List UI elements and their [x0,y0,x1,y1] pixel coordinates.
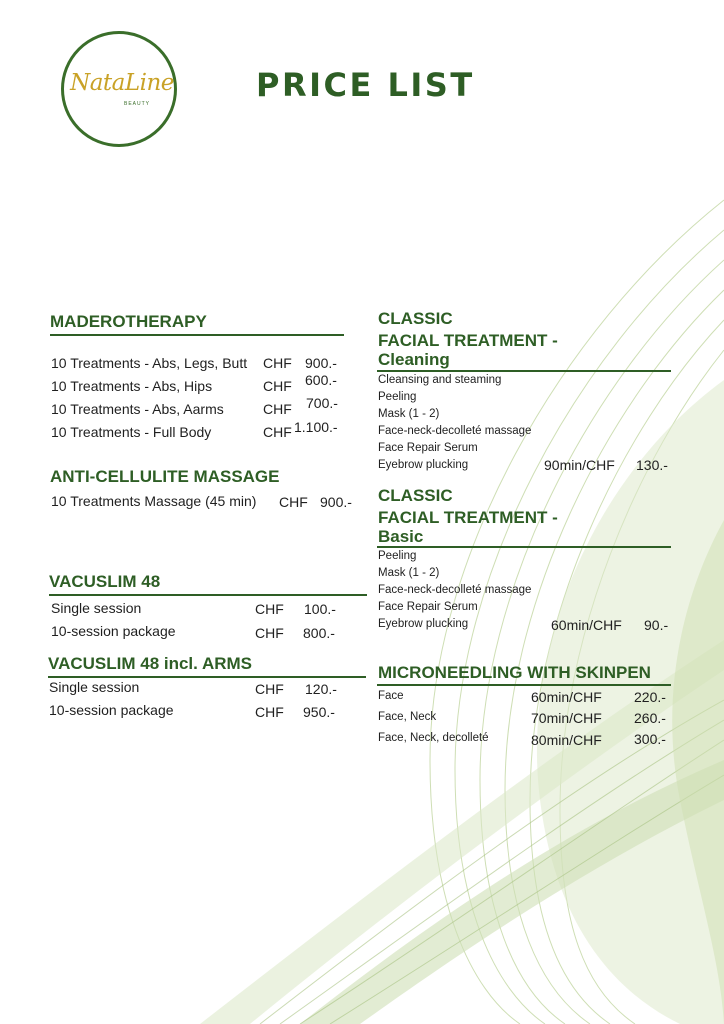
maderotherapy-item-label: 10 Treatments - Abs, Aarms [51,401,224,417]
classic-cleaning-item: Face-neck-decolleté massage [378,425,532,437]
classic-basic-price: 90.- [644,617,669,633]
vacuslim-item-label: 10-session package [51,623,176,639]
microneedling-item-price: 300.- [634,731,666,747]
classic-cleaning-item: Cleansing and steaming [378,374,502,386]
vacuslim-item-currency: CHF [255,625,284,641]
anticellulite-item-price: 900.- [320,494,352,510]
anticellulite-item-label: 10 Treatments Massage (45 min) [51,493,257,509]
classic-cleaning-heading-3: Cleaning [378,350,450,369]
classic-basic-item: Face Repair Serum [378,601,478,613]
logo-sub-text: BEAUTY [124,101,151,107]
classic-basic-item: Peeling [378,550,417,562]
vacuslim-arms-item-price: 950.- [303,704,335,720]
classic-cleaning-rule [377,370,671,372]
logo-script-text: NataLine [70,70,174,96]
vacuslim-heading: VACUSLIM 48 [49,572,161,591]
maderotherapy-item-currency: CHF [263,378,292,394]
maderotherapy-item-price: 1.100.- [294,419,338,435]
anticellulite-heading: ANTI-CELLULITE MASSAGE [50,467,280,486]
classic-cleaning-item: Eyebrow plucking [378,459,469,471]
microneedling-item-duration: 60min/CHF [531,689,602,705]
classic-basic-rule [377,546,671,548]
vacuslim-arms-rule [48,676,366,678]
classic-basic-item: Mask (1 - 2) [378,567,440,579]
vacuslim-item-price: 100.- [304,601,336,617]
classic-basic-item: Face-neck-decolleté massage [378,584,532,596]
anticellulite-item-currency: CHF [279,494,308,510]
vacuslim-rule [49,594,367,596]
classic-basic-item: Eyebrow plucking [378,618,469,630]
vacuslim-item-label: Single session [51,600,142,616]
microneedling-item-duration: 70min/CHF [531,710,602,726]
maderotherapy-item-currency: CHF [263,424,292,440]
maderotherapy-item-label: 10 Treatments - Abs, Legs, Butt [51,355,248,371]
vacuslim-arms-item-label: 10-session package [49,702,174,718]
classic-basic-duration: 60min/CHF [551,617,622,633]
maderotherapy-item-label: 10 Treatments - Full Body [51,424,212,440]
classic-basic-heading-1: CLASSIC [378,486,453,505]
brand-logo [61,31,177,147]
classic-cleaning-item: Mask (1 - 2) [378,408,440,420]
microneedling-item-label: Face, Neck, decolleté [378,732,489,744]
classic-cleaning-heading-1: CLASSIC [378,309,453,328]
vacuslim-arms-item-price: 120.- [305,681,337,697]
classic-basic-heading-3: Basic [378,527,424,546]
vacuslim-item-price: 800.- [303,625,335,641]
vacuslim-item-currency: CHF [255,601,284,617]
microneedling-item-price: 220.- [634,689,666,705]
microneedling-item-duration: 80min/CHF [531,732,602,748]
classic-cleaning-heading-2: FACIAL TREATMENT - [378,331,558,350]
maderotherapy-item-price: 900.- [305,355,337,371]
microneedling-rule [377,684,671,686]
maderotherapy-item-currency: CHF [263,355,292,371]
vacuslim-arms-heading: VACUSLIM 48 incl. ARMS [48,654,253,673]
classic-cleaning-price: 130.- [636,457,668,473]
classic-basic-heading-2: FACIAL TREATMENT - [378,508,558,527]
maderotherapy-rule [50,334,344,336]
maderotherapy-heading: MADEROTHERAPY [50,312,207,331]
classic-cleaning-duration: 90min/CHF [544,457,615,473]
classic-cleaning-item: Peeling [378,391,417,403]
microneedling-item-label: Face [378,690,404,702]
microneedling-heading: MICRONEEDLING WITH SKINPEN [378,663,651,682]
vacuslim-arms-item-currency: CHF [255,704,284,720]
microneedling-item-label: Face, Neck [378,711,437,723]
maderotherapy-item-label: 10 Treatments - Abs, Hips [51,378,213,394]
maderotherapy-item-price: 600.- [305,372,337,388]
classic-cleaning-item: Face Repair Serum [378,442,478,454]
vacuslim-arms-item-label: Single session [49,679,140,695]
vacuslim-arms-item-currency: CHF [255,681,284,697]
page-title: PRICE LIST [256,66,475,104]
microneedling-item-price: 260.- [634,710,666,726]
maderotherapy-item-price: 700.- [306,395,338,411]
maderotherapy-item-currency: CHF [263,401,292,417]
